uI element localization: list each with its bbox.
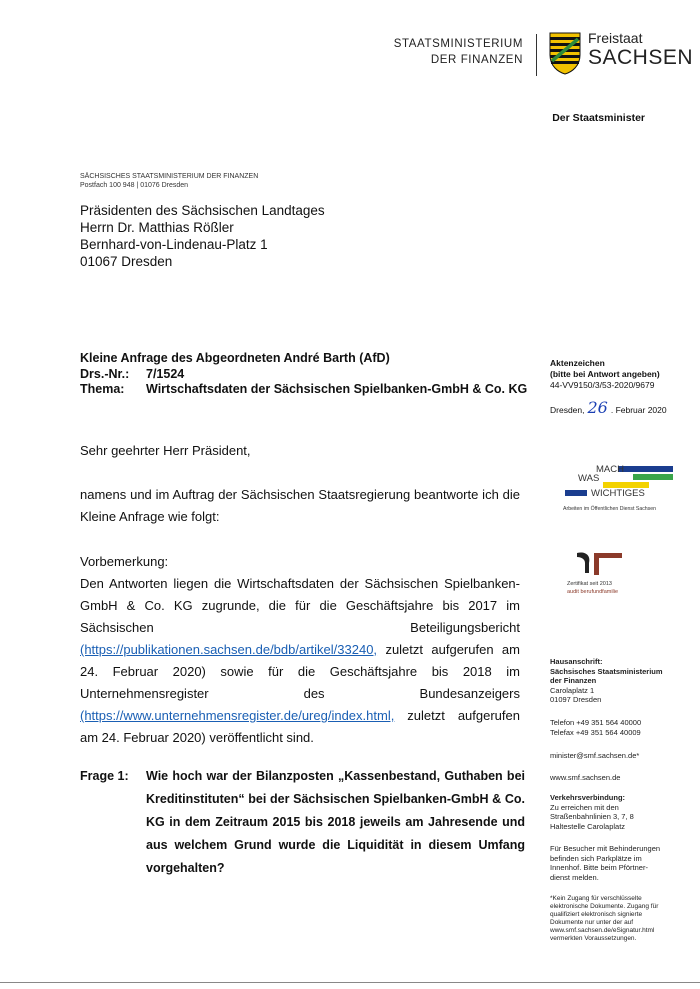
sender-line1: SÄCHSISCHES STAATSMINISTERIUM DER FINANZEN	[80, 173, 259, 180]
vorbemerkung-text2: zuletzt aufgerufen am 24. Februar 2020) sowie für die Geschäftsjahre bis 2018 im Unternehmensregister des Bundesanzeigers	[80, 642, 520, 701]
behinderung-block	[550, 844, 685, 882]
audit-line1: Zertifikat seit 2013	[567, 581, 612, 587]
esignatur-note	[550, 895, 685, 943]
hausanschrift-block	[550, 657, 685, 705]
audit-berufundfamilie-logo	[563, 547, 653, 609]
behinderung-line3: Innenhof. Bitte beim Pförtner-	[550, 863, 648, 872]
footer-divider	[0, 982, 700, 983]
date-day-handwritten: 26	[587, 398, 608, 417]
header-divider	[536, 34, 537, 76]
behinderung-line4: dienst melden.	[550, 872, 599, 882]
aktenzeichen-value: 44-VV9150/3/53-2020/9679	[550, 380, 655, 390]
sender-address	[80, 172, 258, 190]
vorbemerkung-text	[80, 573, 520, 749]
intro-paragraph: namens und im Auftrag der Sächsischen Staatsregierung beantworte ich die Kleine Anfrage wie folgt:	[80, 487, 520, 524]
verkehr-block	[550, 793, 685, 831]
frage-1-text: Wie hoch war der Bilanzposten „Kassenbestand, Guthaben bei Kreditinstituten“ bei der Sächsischen Spielbanken-GmbH & Co. KG in dem Zeitraum 2015 bis 2018 jeweils am Jahresende und aus welchem Grund wurde die Liquidität in diesem Umfang vorgehalten?	[146, 769, 525, 875]
unternehmensregister-link[interactable]: (https://www.unternehmensregister.de/ureg/index.html,	[80, 708, 395, 723]
wichtiges-text: WICHTIGES	[591, 488, 645, 499]
beteiligungsbericht-link[interactable]: (https://publikationen.sachsen.de/bdb/artikel/33240,	[80, 642, 378, 657]
audit-line2: audit berufundfamilie	[567, 589, 619, 595]
date-suffix: . Februar 2020	[610, 405, 667, 415]
aktenzeichen-block	[550, 358, 660, 391]
verkehr-label: Verkehrsverbindung:	[550, 793, 626, 802]
verkehr-line2: Straßenbahnlinien 3, 7, 8	[550, 812, 634, 821]
behinderung-line1: Für Besucher mit Behinderungen	[550, 844, 661, 853]
address-line1: Sächsisches Staatsministerium	[550, 666, 663, 676]
hausanschrift-label: Hausanschrift:	[550, 657, 603, 666]
vorbemerkung-heading: Vorbemerkung:	[80, 554, 169, 569]
vorbemerkung-block	[80, 551, 520, 749]
sachsen-label: SACHSEN	[588, 46, 694, 69]
ministry-line2: DER FINANZEN	[430, 54, 523, 66]
contact-block	[550, 718, 685, 737]
vorbemerkung-text1: Den Antworten liegen die Wirtschaftsdaten der Sächsischen Spielbanken-GmbH & Co. KG zugrunde, die für die Geschäftsjahre bis 2017 im Sächsischen Beteiligungsbericht	[80, 576, 520, 635]
mach-text: MACH	[596, 464, 624, 475]
frage-1	[80, 765, 525, 880]
drs-value: 7/1524	[146, 366, 185, 381]
frage-1-label: Frage 1:	[80, 769, 129, 783]
telefon: Telefon +49 351 564 40000	[550, 718, 642, 727]
drs-row	[80, 367, 530, 383]
note-line5: www.smf.sachsen.de/eSignatur.html	[550, 927, 655, 934]
subject-block	[80, 351, 530, 398]
verkehr-line1: Zu erreichen mit den	[550, 802, 619, 812]
date-prefix: Dresden,	[550, 405, 585, 415]
recipient-address	[80, 202, 325, 270]
recipient-line2: Herrn Dr. Matthias Rößler	[80, 220, 234, 235]
date-line	[550, 398, 667, 417]
note-line6: vermerkten Voraussetzungen.	[550, 935, 637, 942]
aktenzeichen-hint: (bitte bei Antwort angeben)	[550, 369, 660, 379]
behinderung-line2: befinden sich Parkplätze im	[550, 853, 642, 863]
recipient-line4: 01067 Dresden	[80, 254, 173, 269]
ministry-name	[394, 36, 523, 68]
email[interactable]: minister@smf.sachsen.de*	[550, 751, 640, 760]
address-line4: 01097 Dresden	[550, 695, 602, 704]
note-line4: Dokumente nur unter der auf	[550, 919, 634, 926]
mach-tagline: Arbeiten im Öffentlichen Dienst Sachsen	[563, 506, 657, 512]
thema-row	[80, 382, 530, 398]
telefax: Telefax +49 351 564 40009	[550, 727, 641, 737]
ministry-line1: STAATSMINISTERIUM	[393, 38, 523, 50]
aktenzeichen-label: Aktenzeichen	[550, 358, 605, 368]
saxony-crest-icon	[548, 31, 582, 75]
salutation: Sehr geehrter Herr Präsident,	[80, 443, 251, 458]
drs-label: Drs.-Nr.:	[80, 366, 130, 381]
recipient-line1: Präsidenten des Sächsischen Landtages	[80, 203, 325, 218]
thema-label: Thema:	[80, 382, 125, 396]
note-line1: *Kein Zugang für verschlüsselte	[550, 895, 642, 902]
freistaat-label: Freistaat	[588, 30, 643, 46]
thema-value: Wirtschaftsdaten der Sächsischen Spielbanken-GmbH & Co. KG	[146, 382, 528, 396]
was-text: WAS	[578, 473, 600, 484]
address-line3: Carolaplatz 1	[550, 685, 595, 695]
verkehr-line3: Haltestelle Carolaplatz	[550, 821, 626, 831]
sender-line2: Postfach 100 948 | 01076 Dresden	[80, 182, 189, 189]
minister-label: Der Staatsminister	[552, 112, 645, 124]
subject-title: Kleine Anfrage des Abgeordneten André Barth (AfD)	[80, 351, 390, 365]
note-line2: elektronische Dokumente. Zugang für	[550, 903, 659, 910]
vorbemerkung-text3: zuletzt aufgerufen am 24. Februar 2020) veröffentlicht sind.	[80, 708, 520, 745]
recipient-line3: Bernhard-von-Lindenau-Platz 1	[80, 237, 268, 252]
website[interactable]: www.smf.sachsen.de	[550, 773, 621, 782]
note-line3: qualifiziert elektronisch signierte	[550, 911, 643, 918]
mach-was-wichtiges-logo	[563, 462, 683, 520]
address-line2: der Finanzen	[550, 676, 597, 685]
